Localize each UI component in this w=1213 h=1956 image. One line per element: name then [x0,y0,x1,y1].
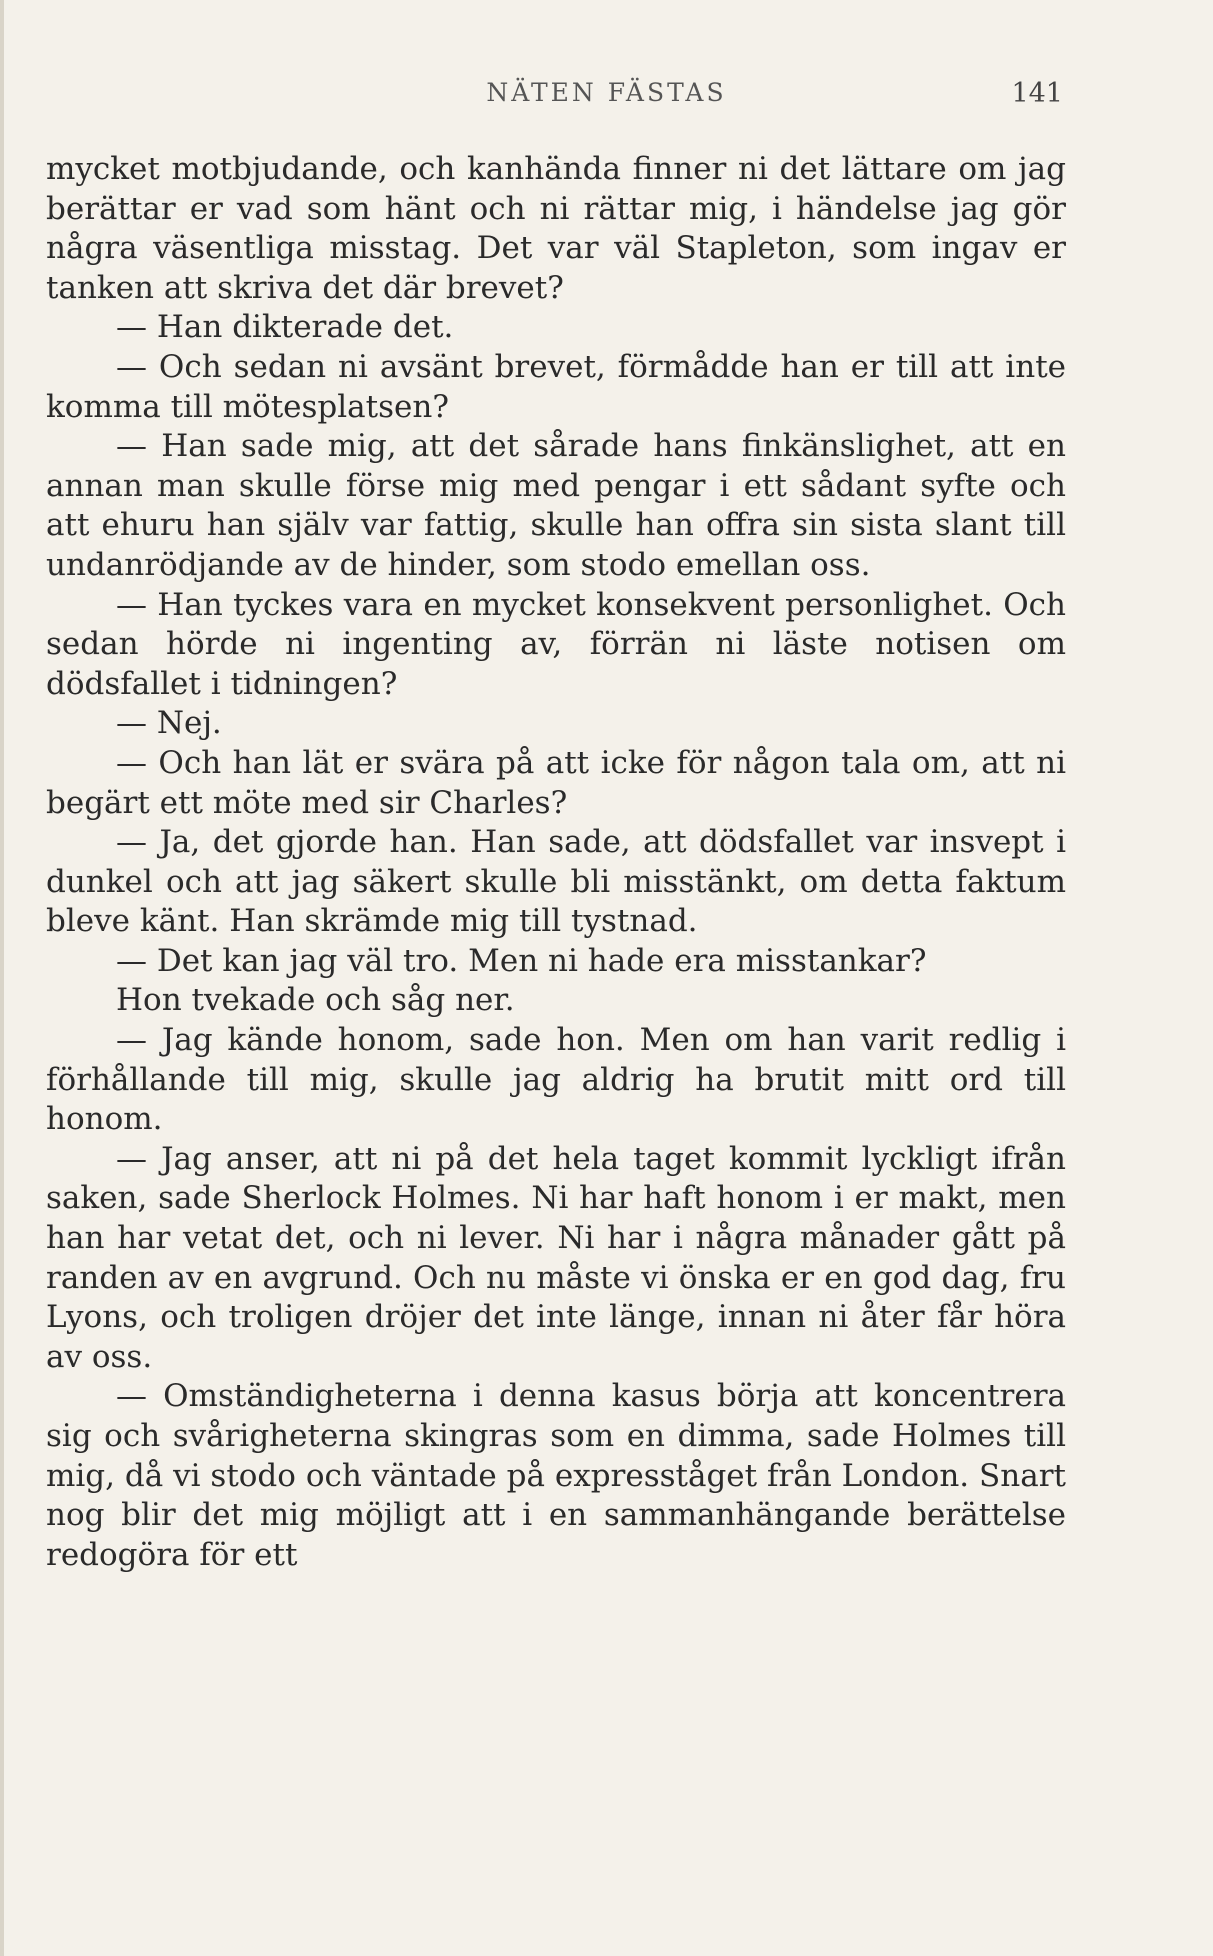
paragraph: — Han tyckes vara en mycket konsekvent personlighet. Och sedan hörde ni ingenting av, förrän ni läste notisen om dödsfallet i tidningen? [46,586,1066,702]
running-header [0,78,1213,118]
paragraph: — Han dikterade det. [116,309,454,346]
paragraph: — Och han lät er svära på att icke för någon tala om, att ni begärt ett möte med sir Charles? [46,744,1066,821]
paragraph: Hon tvekade och såg ner. [116,982,515,1019]
paragraph: — Ja, det gjorde han. Han sade, att dödsfallet var insvept i dunkel och att jag säkert skulle bli misstänkt, om detta faktum bleve känt. Han skrämde mig till tystnad. [46,824,1066,940]
paragraph: — Nej. [116,705,222,742]
page-edge [0,0,4,1956]
page-number: 141 [1011,78,1063,109]
paragraph: — Det kan jag väl tro. Men ni hade era misstankar? [116,942,927,979]
paragraph: mycket motbjudande, och kanhända finner ni det lättare om jag berättar er vad som hänt och ni rättar mig, i händelse jag gör några väsentliga misstag. Det var väl Stapleton, som ingav er tanken att skriva det där brevet? [46,151,1066,306]
paragraph: — Och sedan ni avsänt brevet, förmådde han er till att inte komma till mötesplatsen? [46,348,1066,425]
running-title: NÄTEN FÄSTAS [486,78,727,107]
paragraph: — Han sade mig, att det sårade hans finkänslighet, att en annan man skulle förse mig med pengar i ett sådant syfte och att ehuru han själv var fattig, skulle han offra sin sista slant till undanrödjande av de hinder, som stodo emellan oss. [46,428,1066,583]
body-text [46,150,1066,1575]
paragraph: — Omständigheterna i denna kasus börja att koncentrera sig och svårigheterna skingras som en dimma, sade Holmes till mig, då vi stodo och väntade på expresståget från London. Snart nog blir det mig möjligt att i en sammanhängande berättelse redogöra för ett [46,1378,1066,1573]
paragraph: — Jag kände honom, sade hon. Men om han varit redlig i förhållande till mig, skulle jag aldrig ha brutit mitt ord till honom. [46,1022,1066,1138]
paragraph: — Jag anser, att ni på det hela taget kommit lyckligt ifrån saken, sade Sherlock Holmes. Ni har haft honom i er makt, men han har vetat det, och ni lever. Ni har i några månader gått på randen av en avgrund. Och nu måste vi önska er en god dag, fru Lyons, och troligen dröjer det inte länge, innan ni åter får höra av oss. [46,1140,1066,1375]
